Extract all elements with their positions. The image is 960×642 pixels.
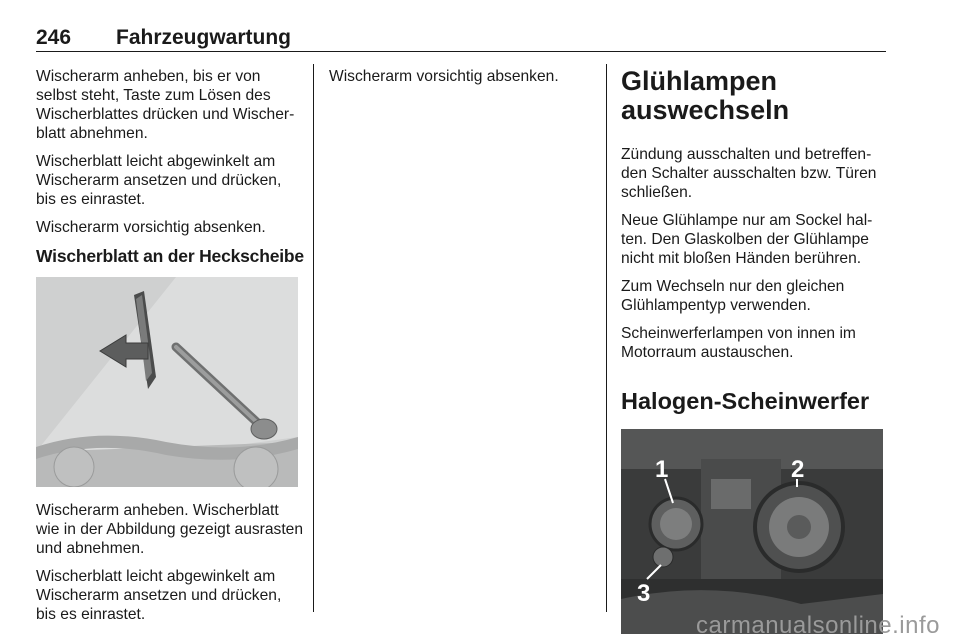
paragraph: Wischerarm anheben, bis er von selbst steht, Taste zum Lösen des Wischerblattes drücken und Wischerblatt abnehmen. (36, 68, 295, 142)
column-1 (36, 67, 304, 633)
halogen-headlamp-illustration (621, 429, 883, 634)
paragraph: Neue Glühlampe nur am Sockel halten. Den Glaskolben der Glühlampe nicht mit bloßen Händen berühren. (621, 212, 873, 267)
section-heading: Wischerblatt an der Heckscheibe (36, 246, 304, 266)
paragraph: Wischerblatt leicht abgewinkelt am Wischerarm ansetzen und drücken, bis es einrastet. (36, 568, 282, 623)
page-number: 246 (36, 26, 72, 49)
paragraph: Wischerarm vorsichtig absenken. (36, 219, 266, 236)
column-divider-2 (606, 64, 607, 612)
paragraph: Zum Wechseln nur den gleichen Glühlampentyp verwenden. (621, 278, 845, 314)
callout-2: 2 (791, 456, 805, 483)
section-heading: Halogen-Scheinwerfer (621, 388, 870, 414)
header-rule (36, 51, 886, 52)
rear-wiper-illustration (36, 277, 298, 487)
callout-3: 3 (637, 580, 651, 607)
column-2 (329, 67, 597, 95)
paragraph: Wischerarm vorsichtig absenken. (329, 68, 559, 85)
callout-1: 1 (655, 456, 669, 483)
column-divider-1 (313, 64, 314, 612)
paragraph: Wischerblatt leicht abgewinkelt am Wischerarm ansetzen und drücken, bis es einrastet. (36, 153, 282, 208)
paragraph: Wischerarm anheben. Wischerblatt wie in der Abbildung gezeigt ausrasten und abnehmen. (36, 502, 304, 557)
page-header (36, 26, 886, 50)
column-3 (621, 67, 889, 634)
watermark: carmanualsonline.info (696, 612, 940, 639)
paragraph: Scheinwerferlampen von innen im Motorraum austauschen. (621, 325, 856, 361)
page-title: Fahrzeugwartung (116, 26, 292, 49)
chapter-heading: Glühlampen auswechseln (621, 66, 790, 125)
paragraph: Zündung ausschalten und betreffenden Schalter ausschalten bzw. Türen schließen. (621, 146, 877, 201)
